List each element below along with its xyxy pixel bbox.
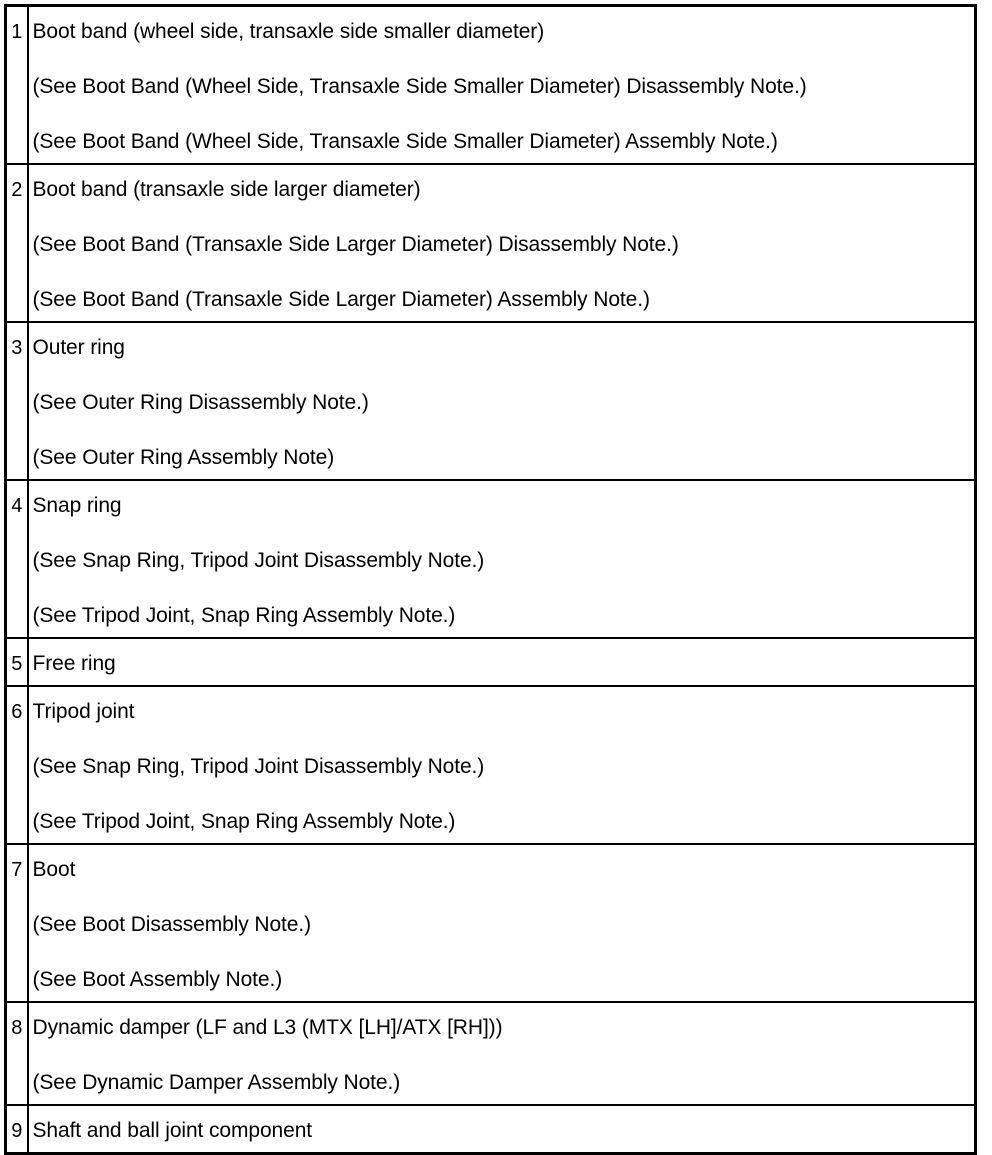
table-row <box>6 322 976 480</box>
part-number: 5 <box>6 638 28 686</box>
part-description <box>28 6 976 165</box>
part-description <box>28 322 976 480</box>
note-reference: (See Snap Ring, Tripod Joint Disassembly Note.) <box>32 549 485 572</box>
note-reference: (See Tripod Joint, Snap Ring Assembly Note.) <box>32 604 456 627</box>
table-row <box>6 686 976 844</box>
note-reference: (See Boot Assembly Note.) <box>32 968 283 991</box>
part-description <box>28 1002 976 1105</box>
table-row <box>6 844 976 1002</box>
part-name: Dynamic damper (LF and L3 (MTX [LH]/ATX [RH])) <box>32 1016 503 1039</box>
part-number: 4 <box>6 480 28 638</box>
part-number: 7 <box>6 844 28 1002</box>
part-number: 6 <box>6 686 28 844</box>
note-reference: (See Boot Band (Wheel Side, Transaxle Side Smaller Diameter) Assembly Note.) <box>32 130 778 153</box>
part-name: Snap ring <box>32 494 122 517</box>
part-description <box>28 844 976 1002</box>
table-row <box>6 6 976 165</box>
part-number: 9 <box>6 1105 28 1154</box>
part-name: Tripod joint <box>32 700 135 723</box>
part-name: Shaft and ball joint component <box>32 1119 313 1142</box>
note-reference: (See Dynamic Damper Assembly Note.) <box>32 1071 401 1094</box>
note-reference: (See Boot Band (Transaxle Side Larger Diameter) Disassembly Note.) <box>32 233 679 256</box>
part-name: Free ring <box>32 652 116 675</box>
note-reference: (See Boot Disassembly Note.) <box>32 913 311 936</box>
table-row <box>6 1105 976 1154</box>
note-reference: (See Boot Band (Transaxle Side Larger Diameter) Assembly Note.) <box>32 288 650 311</box>
part-number: 2 <box>6 164 28 322</box>
part-number: 3 <box>6 322 28 480</box>
part-number: 8 <box>6 1002 28 1105</box>
part-name: Outer ring <box>32 336 125 359</box>
note-reference: (See Snap Ring, Tripod Joint Disassembly Note.) <box>32 755 485 778</box>
note-reference: (See Outer Ring Disassembly Note.) <box>32 391 369 414</box>
part-name: Boot band (transaxle side larger diameter) <box>32 178 421 201</box>
part-description <box>28 638 976 686</box>
table-row <box>6 638 976 686</box>
part-description <box>28 480 976 638</box>
table-row <box>6 1002 976 1105</box>
parts-table <box>4 4 977 1155</box>
part-name: Boot band (wheel side, transaxle side smaller diameter) <box>32 20 545 43</box>
part-description <box>28 1105 976 1154</box>
part-name: Boot <box>32 858 76 881</box>
note-reference: (See Outer Ring Assembly Note) <box>32 446 335 469</box>
note-reference: (See Tripod Joint, Snap Ring Assembly Note.) <box>32 810 456 833</box>
part-description <box>28 686 976 844</box>
table-row <box>6 164 976 322</box>
part-description <box>28 164 976 322</box>
part-number: 1 <box>6 6 28 165</box>
note-reference: (See Boot Band (Wheel Side, Transaxle Side Smaller Diameter) Disassembly Note.) <box>32 75 807 98</box>
table-row <box>6 480 976 638</box>
parts-table-body <box>6 6 976 1154</box>
